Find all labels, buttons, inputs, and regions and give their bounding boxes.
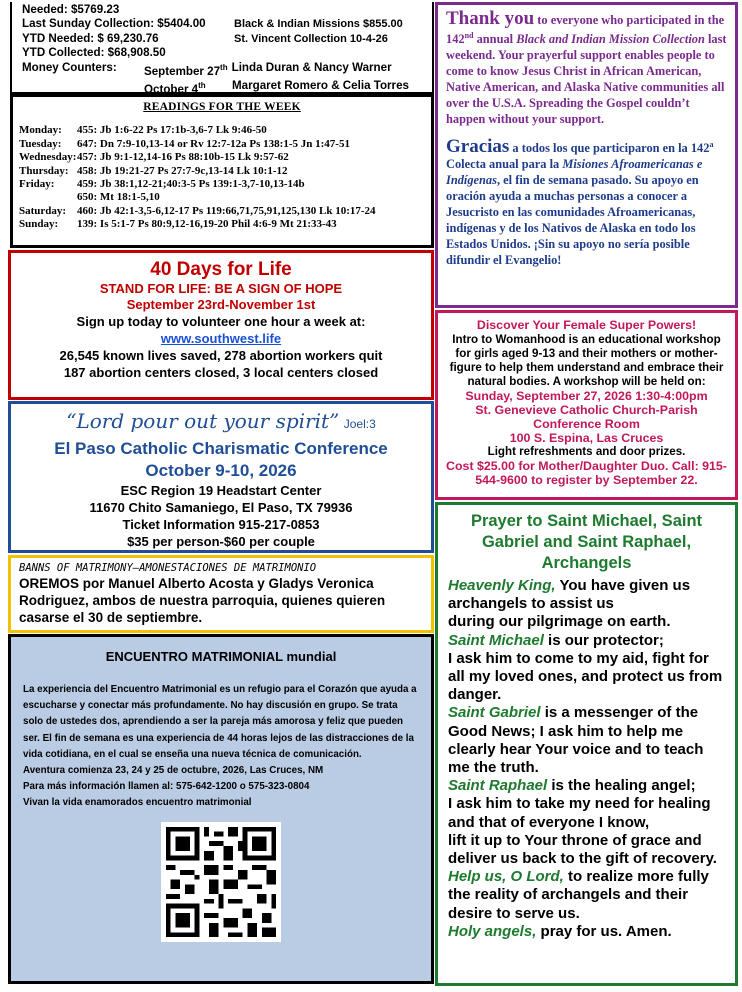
- st-vincent-collection: St. Vincent Collection 10-4-26: [234, 32, 388, 45]
- readings-box: [10, 94, 434, 248]
- prayer-line: Saint Michael is our protector;: [448, 631, 664, 649]
- forty-days-stats2: 187 abortion centers closed, 3 local centers closed: [63, 365, 379, 380]
- prayer-line: Saint Raphael is the healing angel;: [448, 777, 696, 795]
- reading-row: 650: Mt 18:1-5,10: [77, 191, 160, 204]
- readings-title: READINGS FOR THE WEEK: [143, 101, 301, 113]
- prayer-line: Heavenly King, You have given us archangels to assist us: [448, 577, 691, 613]
- forty-days-stats1: 26,545 known lives saved, 278 abortion workers quit: [59, 348, 383, 363]
- last-sunday-collection: Last Sunday Collection: $5404.00: [22, 17, 206, 31]
- prayer-line: Saint Gabriel is a messenger of the Good News; I ask him to help me clearly hear Your voice and to teach me the truth.: [448, 704, 704, 777]
- prayer-line: Help us, O Lord, to realize more fully the reality of archangels and their desire to serve us.: [448, 868, 709, 922]
- ytd-collected: YTD Collected: $68,908.50: [22, 46, 166, 60]
- reading-row: Tuesday: 647: Dn 7:9-10,13-14 or Rv 12:7-12a Ps 138:1-5 Jn 1:47-51: [19, 137, 350, 150]
- thank-you-spanish: Gracias a todos los que participaron en la 142$^a$ Colecta anual para la Misiones Afroamericanas e Indígenas, el fin de semana pasado. Su apoyo en oración ayuda a muchas personas a conocer a Jesucristo en las comunidades Afroamericanas, indígenas y de los Nativos de Alaska en todo los Estados Unidos. ¡Sin su apoyo no sería posible difundir el Evangelio!: [446, 136, 714, 268]
- prayer-box: [435, 502, 738, 986]
- prayer-line: I ask him to come to my aid, fight for all my loved ones, and protect us from danger.: [448, 649, 723, 704]
- forty-days-signup: Sign up today to volunteer one hour a week at:: [76, 314, 366, 329]
- prayer-line: Holy angels, pray for us. Amen.: [448, 922, 672, 940]
- thank-you-box: [435, 2, 738, 308]
- reading-row: Thursday: 458: Jb 19:21-27 Ps 27:7-9c,13-14 Lk 10:1-12: [19, 164, 288, 177]
- encuentro-phones: Para más información llamen al: 575-642-1200 o 575-323-0804: [23, 781, 310, 793]
- female-date: Sunday, September 27, 2026 1:30-4:00pm: [465, 389, 708, 403]
- forty-days-title: 40 Days for Life: [150, 259, 292, 280]
- ytd-needed: YTD Needed: $ 69,230.76: [22, 31, 159, 45]
- female-cost: Cost $25.00 for Mother/Daughter Duo. Call: 915-544-9600 to register by September 22.: [446, 459, 727, 487]
- forty-days-dates: September 23rd-November 1st: [126, 297, 316, 312]
- female-place2: 100 S. Espina, Las Cruces: [509, 431, 664, 445]
- conference-address: 11670 Chito Samaniego, El Paso, TX 79936: [89, 500, 353, 515]
- forty-days-subtitle: STAND FOR LIFE: BE A SIGN OF HOPE: [99, 281, 343, 296]
- banns-text: OREMOS por Manuel Alberto Acosta y Gladys Veronica Rodriguez, ambos de nuestra parroquia, quienes quieren casarse el 30 de septiembre.: [19, 576, 386, 625]
- prayer-title: Prayer to Saint Michael, Saint Gabriel and Saint Raphael, Archangels: [470, 512, 703, 572]
- conference-title: El Paso Catholic Charismatic Conference: [54, 439, 388, 458]
- encuentro-body: La experiencia del Encuentro Matrimonial es un refugio para el Corazón que ayuda a escucharse y conectar más profundamente. No hay discusión en grupo. Se trata solo de ustedes dos, aprendiendo a ser la pareja más amorosa y feliz que pueden ser. El fin de semana es una experiencia de 44 horas lejos de las distracciones de la vida cotidiana, en el cual se enseña una nueva técnica de comunicación.: [23, 684, 417, 760]
- prayer-line: lift it up to Your throne of grace and deliver us back to the gift of recovery.: [448, 831, 717, 868]
- banns-heading: BANNS OF MATRIMONY—AMONESTACIONES DE MATRIMONIO: [19, 562, 317, 574]
- needed-amount: Needed: $5769.23: [22, 3, 120, 16]
- counter1-names: Linda Duran & Nancy Warner: [231, 60, 392, 74]
- black-indian-collection: Black & Indian Missions $855.00: [234, 18, 403, 31]
- thank-you-english: Thank you to everyone who participated in the 142nd annual Black and Indian Mission Collection last weekend. Your prayerful support enables people to come to know Jesus Christ in African American, Native American, and Alaska Native communities all over the U.S.A. Spreading the Gospel couldn’t happen without your support.: [446, 8, 727, 127]
- counter2-names: Margaret Romero & Celia Torres: [232, 78, 409, 92]
- reading-row: Wednesday: 457: Jb 9:1-12,14-16 Ps 88:10b-15 Lk 9:57-62: [19, 151, 289, 164]
- conference-venue: ESC Region 19 Headstart Center: [120, 483, 322, 498]
- prayer-line: during our pilgrimage on earth.: [448, 613, 671, 631]
- money-counters-label: Money Counters:: [22, 60, 117, 74]
- female-place1: St. Genevieve Catholic Church-Parish Conference Room: [475, 403, 698, 431]
- conference-box: [8, 401, 434, 553]
- reading-row: Monday: 455: Jb 1:6-22 Ps 17:1b-3,6-7 Lk 9:46-50: [19, 124, 267, 137]
- conference-tickets: Ticket Information 915-217-0853: [122, 517, 320, 532]
- female-refreshments: Light refreshments and door prizes.: [487, 445, 686, 458]
- female-body: Intro to Womanhood is an educational workshop for girls aged 9-13 and their mothers or mother-figure to help them understand and embrace their natural bodies. A workshop will be held on:: [449, 333, 724, 388]
- conference-price: $35 per person-$60 per couple: [127, 534, 315, 549]
- conference-dates: October 9-10, 2026: [145, 461, 297, 480]
- encuentro-box: [8, 634, 434, 984]
- encuentro-motto: Vivan la vida enamorados encuentro matrimonial: [23, 797, 252, 809]
- encuentro-title: ENCUENTRO MATRIMONIAL mundial: [105, 649, 337, 664]
- reading-row: Friday: 459: Jb 38:1,12-21;40:3-5 Ps 139:1-3,7-10,13-14b: [19, 178, 305, 191]
- encuentro-dates: Aventura comienza 23, 24 y 25 de octubre, 2026, Las Cruces, NM: [23, 765, 324, 777]
- forty-days-box: [8, 250, 434, 400]
- reading-row: Saturday: 460: Jb 42:1-3,5-6,12-17 Ps 119:66,71,75,91,125,130 Lk 10:17-24: [19, 204, 376, 217]
- forty-days-link[interactable]: www.southwest.life: [160, 331, 282, 346]
- female-powers-box: [435, 310, 738, 500]
- prayer-line: I ask him to take my need for healing and that of everyone I know,: [448, 795, 711, 831]
- reading-row: Sunday: 139: Is 5:1-7 Ps 80:9,12-16,19-20 Phil 4:6-9 Mt 21:33-43: [19, 218, 337, 231]
- counter1-date: September 27th: [144, 62, 228, 78]
- finance-box: [10, 2, 434, 94]
- qr-code-icon[interactable]: [161, 822, 281, 942]
- counter2-date: October 4th: [144, 80, 206, 94]
- conference-quote: “Lord pour out your spirit” Joel:3: [66, 409, 376, 433]
- female-title: Discover Your Female Super Powers!: [476, 318, 697, 332]
- banns-box: [8, 555, 434, 633]
